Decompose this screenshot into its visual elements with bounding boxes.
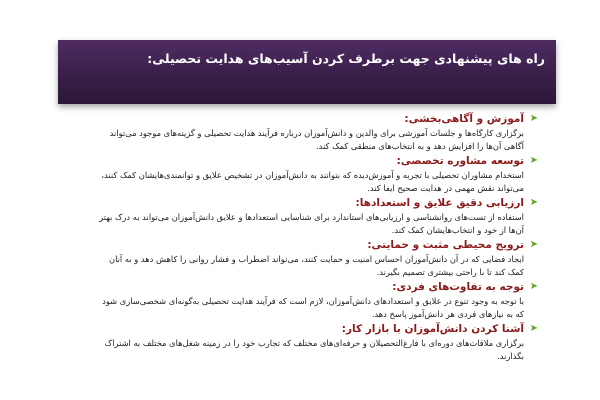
section-body: استفاده از تست‌های روانشناسی و ارزیابی‌های استاندارد برای شناسایی استعدادها و علایق دانش‌آموزان می‌تواند به درک بهتر آن‌ها از خود و انتخاب‌هایشان کمک کند. xyxy=(99,212,524,235)
arrow-bullet-icon: ➤ xyxy=(529,281,538,292)
section-assessment xyxy=(92,196,538,237)
arrow-bullet-icon: ➤ xyxy=(529,113,538,124)
section-heading xyxy=(92,196,538,210)
section-body: برگزاری ملاقات‌های دوره‌ای با فارغ‌التحصیلان و حرفه‌ای‌های مختلف که تجارب خود را در زمینه شغل‌های مختلف به اشتراک بگذارند. xyxy=(104,338,524,361)
section-heading xyxy=(92,322,538,336)
section-job-market xyxy=(92,322,538,363)
heading-text: ارزیابی دقیق علایق و استعدادها: xyxy=(355,197,524,209)
section-heading xyxy=(92,238,538,252)
section-body: با توجه به وجود تنوع در علایق و استعدادهای دانش‌آموزان، لازم است که فرآیند هدایت تحصیلی به‌گونه‌ای شخصی‌سازی شود که به نیازهای فردی هر دانش‌آموز پاسخ دهد. xyxy=(102,296,524,319)
arrow-bullet-icon: ➤ xyxy=(529,323,538,334)
section-body: برگزاری کارگاه‌ها و جلسات آموزشی برای والدین و دانش‌آموزان درباره فرآیند هدایت تحصیلی و گزینه‌های موجود می‌تواند آگاهی آن‌ها را افزایش دهد و به انتخاب‌های منطقی کمک کند. xyxy=(109,128,524,151)
heading-text: آشنا کردن دانش‌آموزان با بازار کار: xyxy=(341,323,524,335)
section-individual-differences xyxy=(92,280,538,321)
heading-text: توجه به تفاوت‌های فردی: xyxy=(392,281,524,293)
section-heading xyxy=(92,112,538,126)
heading-text: آموزش و آگاهی‌بخشی: xyxy=(404,113,524,125)
slide-title: راه های پیشنهادی جهت برطرف کردن آسیب‌های هدایت تحصیلی: xyxy=(147,51,545,66)
section-heading xyxy=(92,154,538,168)
section-counseling xyxy=(92,154,538,195)
section-supportive-environment xyxy=(92,238,538,279)
arrow-bullet-icon: ➤ xyxy=(529,197,538,208)
arrow-bullet-icon: ➤ xyxy=(529,239,538,250)
heading-text: توسعه مشاوره تخصصی: xyxy=(396,155,524,167)
heading-text: ترویج محیطی مثبت و حمایتی: xyxy=(367,239,524,251)
arrow-bullet-icon: ➤ xyxy=(529,155,538,166)
section-education xyxy=(92,112,538,153)
section-heading xyxy=(92,280,538,294)
section-body: استخدام مشاوران تحصیلی با تجربه و آموزش‌دیده که بتوانند به دانش‌آموزان در تشخیص علایق و توانمندی‌هایشان کمک کنند، می‌تواند نقش مهمی در هدایت صحیح ایفا کند. xyxy=(101,170,524,193)
slide-content xyxy=(92,112,538,364)
section-body: ایجاد فضایی که در آن دانش‌آموزان احساس امنیت و حمایت کنند، می‌تواند اضطراب و فشار روانی را کاهش دهد و به آنان کمک کند تا با راحتی بیشتری تصمیم بگیرند. xyxy=(108,254,524,277)
